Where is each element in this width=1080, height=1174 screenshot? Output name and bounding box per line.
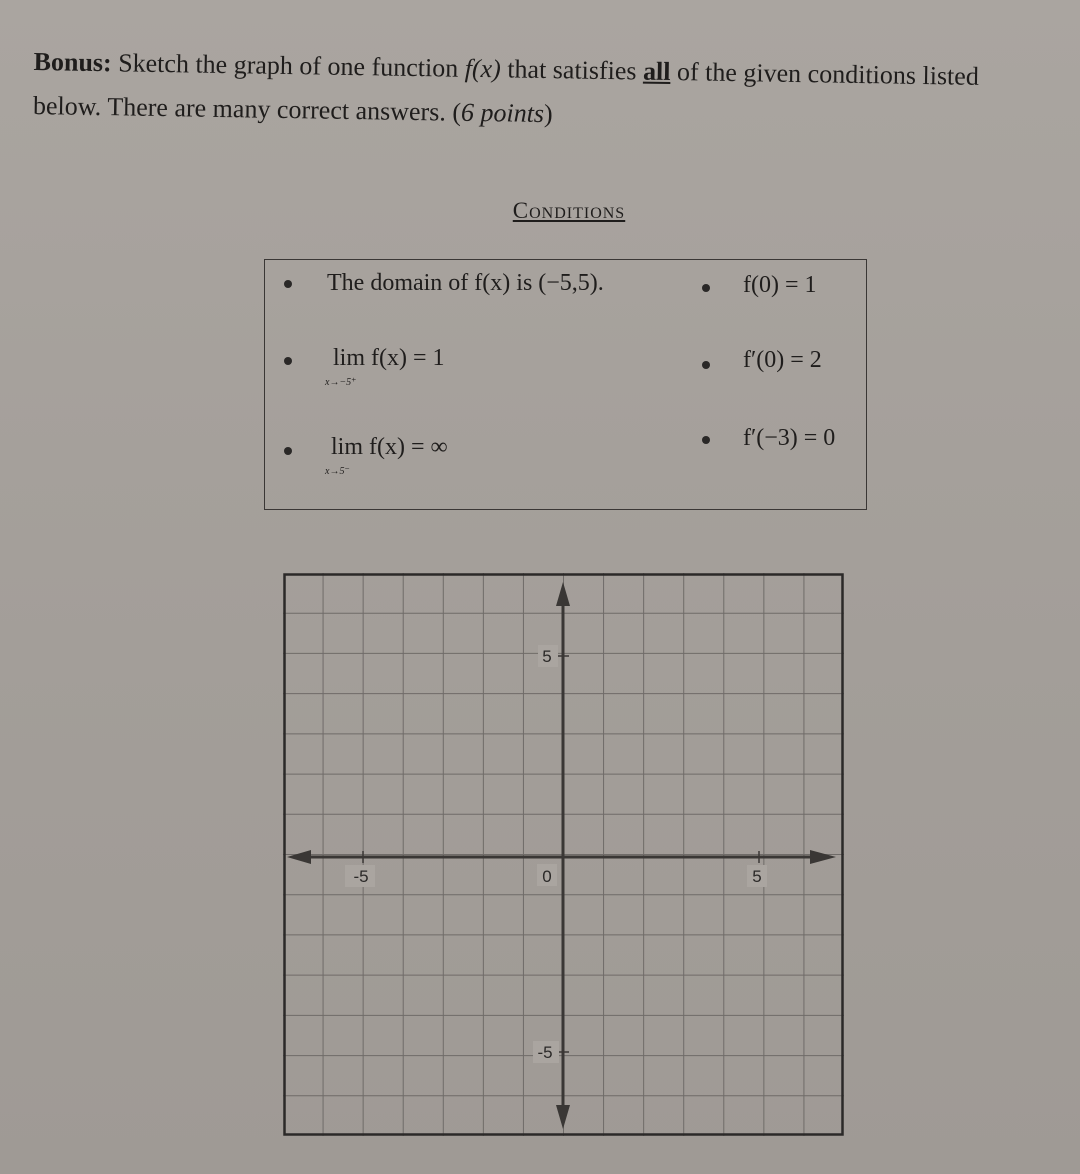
y-axis-down-arrow-icon bbox=[556, 1105, 570, 1129]
coordinate-grid[interactable] bbox=[283, 573, 844, 1136]
bullet-icon bbox=[284, 357, 292, 365]
grid-svg[interactable] bbox=[283, 573, 844, 1136]
bullet-icon bbox=[702, 284, 710, 292]
conditions-box bbox=[264, 259, 867, 510]
prompt-text-1: Sketch the graph of one function bbox=[111, 48, 465, 83]
tick-label-origin: 0 bbox=[542, 867, 552, 886]
bonus-prompt bbox=[33, 40, 1044, 144]
condition-fprime0: f′(0) = 2 bbox=[743, 347, 822, 373]
condition-limit-right-subscript: x→5⁻ bbox=[325, 466, 350, 477]
bullet-icon bbox=[702, 361, 710, 369]
bonus-label: Bonus: bbox=[33, 46, 112, 78]
tick-label-x-pos5: 5 bbox=[752, 867, 762, 886]
prompt-text-3: of the given conditions listed below. There are many correct answers. ( bbox=[32, 57, 980, 127]
tick-label-y-neg5: -5 bbox=[537, 1043, 553, 1062]
condition-limit-left-subscript: x→−5⁺ bbox=[325, 377, 357, 388]
tick-label-x-neg5: -5 bbox=[353, 867, 369, 886]
condition-f0: f(0) = 1 bbox=[743, 272, 817, 298]
condition-domain: The domain of f(x) is (−5,5). bbox=[327, 270, 604, 296]
condition-limit-right: lim f(x) = ∞ bbox=[331, 434, 448, 460]
condition-limit-left: lim f(x) = 1 bbox=[333, 345, 445, 371]
condition-fprime-neg3: f′(−3) = 0 bbox=[743, 425, 836, 451]
bullet-icon bbox=[284, 280, 292, 288]
x-axis-left-arrow-icon bbox=[287, 850, 311, 864]
bullet-icon bbox=[702, 436, 710, 444]
x-axis-right-arrow-icon bbox=[810, 850, 836, 864]
prompt-points: 6 points bbox=[460, 97, 545, 129]
prompt-text-2: that satisfies bbox=[500, 54, 644, 86]
bullet-icon bbox=[284, 447, 292, 455]
tick-label-y-pos5: 5 bbox=[542, 647, 552, 666]
y-axis-up-arrow-icon bbox=[556, 582, 570, 606]
conditions-title: Conditions bbox=[512, 198, 626, 223]
prompt-close: ) bbox=[543, 99, 553, 129]
prompt-function: f(x) bbox=[464, 53, 502, 84]
prompt-emphasis: all bbox=[642, 56, 671, 87]
